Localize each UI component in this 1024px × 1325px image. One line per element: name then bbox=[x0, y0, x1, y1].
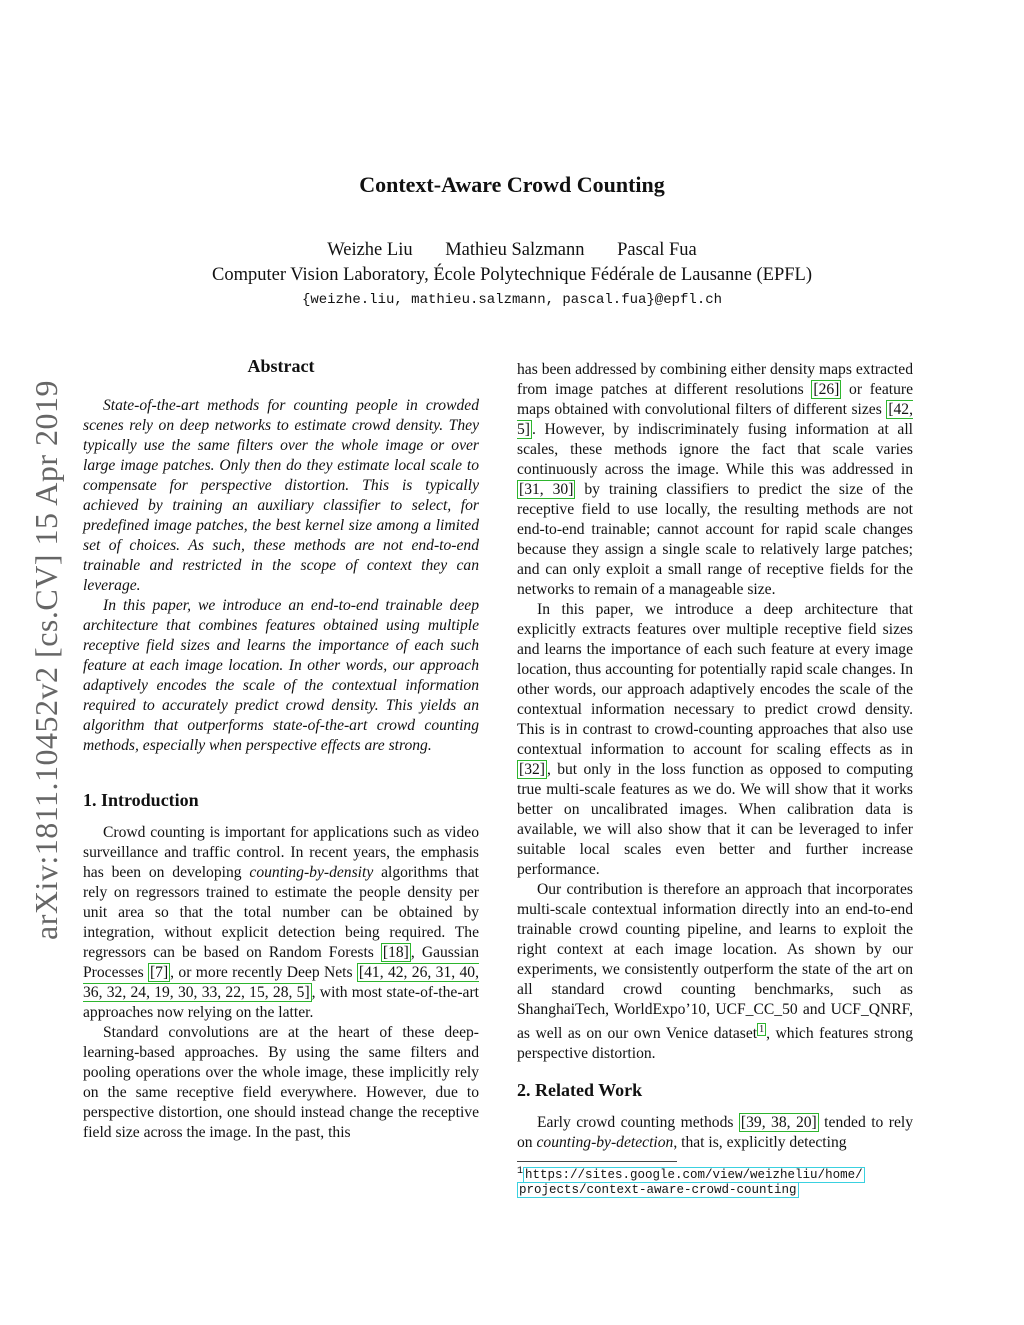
abstract-paragraph: State-of-the-art methods for counting people in crowded scenes rely on deep networks to estimate crowd density. They typically use the same filters over the whole image or over large image patches. Only then do they estimate local scale to compensate for perspective distortion. This is typically achieved by training an auxiliary classifier to select, for predefined image patches, the best kernel size among a limited set of choices. As such, these methods are not end-to-end trainable and restricted in the scope of context they can leverage. bbox=[83, 397, 479, 594]
footnote-url-link[interactable]: https://sites.google.com/view/weizheliu/home/ bbox=[525, 1168, 863, 1183]
citation-link[interactable]: [32] bbox=[519, 761, 545, 778]
author-name: Weizhe Liu bbox=[327, 240, 413, 260]
citation-link[interactable]: [31, 30] bbox=[519, 481, 574, 498]
author-name: Mathieu Salzmann bbox=[445, 240, 585, 260]
abstract-paragraph: In this paper, we introduce an end-to-end trainable deep architecture that combines features obtained using multiple receptive field sizes and learns the importance of each such feature at each image location. In other words, our approach adaptively encodes the scale of the contextual information required to accurately predict crowd density. This yields an algorithm that outperforms state-of-the-art crowd counting methods, especially when perspective effects are strong. bbox=[83, 597, 479, 754]
affiliation: Computer Vision Laboratory, École Polytechnique Fédérale de Lausanne (EPFL) bbox=[212, 265, 812, 285]
section-heading-related-work: 2. Related Work bbox=[517, 1080, 643, 1101]
citation-link[interactable]: [39, 38, 20] bbox=[740, 1114, 817, 1132]
citation-link[interactable]: [42, 5] bbox=[517, 401, 913, 438]
intro-paragraph: Our contribution is therefore an approach that incorporates multi-scale contextual information directly into an end-to-end trainable crowd counting pipeline, and learns to exploit the right context at each image location. As shown by our experiments, we consistently outperform the state of the art on all standard crowd counting benchmarks, such as ShanghaiTech, WorldExpo’10, UCF_CC_50 and UCF_QNRF, as well as on our own Venice dataset $^1$ , which features strong perspective distortion. bbox=[517, 881, 913, 1063]
citation-link[interactable]: [41, 42, 26, 31, 40, 36, 32, 24, 19, 30, 33, 22, 15, 28, 5] bbox=[83, 964, 479, 1001]
right-column bbox=[517, 360, 913, 1198]
footnote-divider bbox=[517, 1161, 677, 1162]
citation-link[interactable]: [7] bbox=[149, 964, 169, 981]
intro-paragraph: Crowd counting is important for applications such as video surveillance and traffic control. In recent years, the emphasis has been on developing counting-by-density algorithms that rely on regressors trained to estimate the people density per unit area so that the total number can be obtained by integration, without explicit detection being required. The regressors can be based on Random Forests [18] , Gaussian Processes [7] , or more recently Deep Nets [41, 42, 26, 31, 40, 36, 32, 24, 19, 30, 33, 22, 15, 28, 5] , with most state-of-the-art approaches now relying on the latter. bbox=[83, 824, 479, 1021]
intro-paragraph-continued: has been addressed by combining either density maps extracted from image patches at different resolutions [26] or feature maps obtained with convolutional filters of different sizes [42, 5] . However, by indiscriminately fusing information at all scales, these methods ignore the fact that scale varies continuously across the image. While this was addressed in [31, 30] by training classifiers to predict the size of the receptive field to use locally, the resulting methods are not end-to-end trainable; cannot account for rapid scale changes because they assign a single scale to relatively large patches; and can only exploit a small range of receptive fields for the networks to remain of a manageable size. bbox=[517, 361, 913, 598]
intro-paragraph: In this paper, we introduce a deep architecture that explicitly extracts features over multiple receptive field sizes and learns the importance of each such feature at every image location, thus accounting for potentially rapid scale changes. In other words, our approach adaptively encodes the scale of the contextual information necessary to predict crowd density. This is in contrast to crowd-counting approaches that also use contextual information to account for scaling effects as in [32] , but only in the loss function as opposed to computing true multi-scale features as we do. We will show that it works better on uncalibrated images. When calibration data is available, we will also show that it can be leveraged to infer suitable local scales even better and further increase performance. bbox=[517, 601, 913, 878]
arxiv-identifier: arXiv:1811.10452v2 [cs.CV] 15 Apr 2019 bbox=[28, 380, 64, 940]
footnote-url-link[interactable]: projects/context-aware-crowd-counting bbox=[519, 1183, 797, 1198]
related-paragraph: Early crowd counting methods [39, 38, 20] tended to rely on counting-by-detection, that is, explicitly detecting bbox=[517, 1114, 913, 1152]
author-list bbox=[0, 240, 1024, 261]
left-column bbox=[83, 356, 479, 1143]
paper-title: Context-Aware Crowd Counting bbox=[359, 172, 665, 197]
citation-link[interactable]: [26] bbox=[813, 381, 840, 398]
footnote-marker[interactable]: 1 bbox=[759, 1024, 765, 1035]
footnote bbox=[517, 1164, 913, 1198]
footnote-number: 1 bbox=[517, 1166, 524, 1178]
author-emails: {weizhe.liu, mathieu.salzmann, pascal.fua}@epfl.ch bbox=[301, 292, 723, 308]
author-name: Pascal Fua bbox=[617, 240, 697, 260]
abstract-body bbox=[83, 396, 479, 756]
section-heading-introduction: 1. Introduction bbox=[83, 790, 199, 810]
intro-paragraph: Standard convolutions are at the heart of these deep-learning-based approaches. By using the same filters and pooling operations over the whole image, these implicitly rely on the same receptive field everywhere. However, due to perspective distortion, one should instead change the receptive field size across the image. In the past, this bbox=[83, 1024, 479, 1141]
abstract-heading: Abstract bbox=[247, 356, 315, 376]
citation-link[interactable]: [18] bbox=[382, 944, 409, 961]
